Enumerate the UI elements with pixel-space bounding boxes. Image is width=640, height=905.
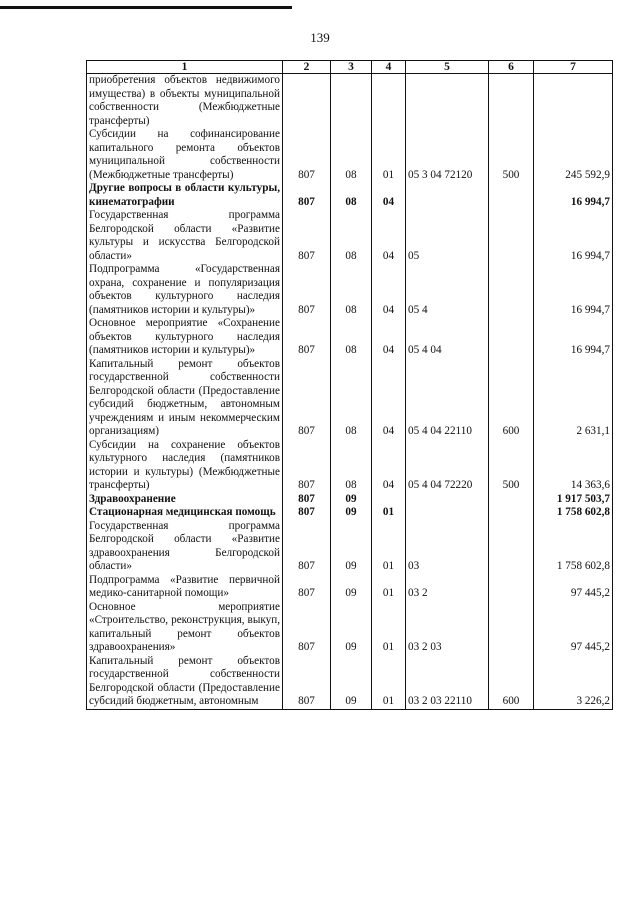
row-section-code [331,74,372,129]
row-section-code: 08 [331,209,372,263]
header-col-5: 5 [406,61,489,74]
row-amount: 1 917 503,7 [534,493,613,507]
row-section-code: 09 [331,655,372,710]
row-expense-type [489,74,534,129]
row-ved-code: 807 [283,493,331,507]
row-amount: 16 994,7 [534,209,613,263]
row-expense-type [489,209,534,263]
header-col-7: 7 [534,61,613,74]
table-row [87,655,613,710]
row-section-code: 08 [331,182,372,209]
row-amount: 1 758 602,8 [534,506,613,520]
row-expense-type: 600 [489,655,534,710]
row-ved-code: 807 [283,128,331,182]
row-amount: 16 994,7 [534,263,613,317]
table-row [87,601,613,655]
row-ved-code [283,74,331,129]
row-target-article [406,182,489,209]
table-header-row [87,61,613,74]
row-section-code: 08 [331,358,372,439]
row-section-code: 09 [331,506,372,520]
row-target-article [406,506,489,520]
row-ved-code: 807 [283,263,331,317]
row-name: Субсидии на софинансирование капитального ремонта объектов муниципальной собственности (Межбюджетные трансферты) [87,128,283,182]
table-row [87,439,613,493]
row-target-article: 05 4 04 72220 [406,439,489,493]
row-name: Государственная программа Белгородской области «Развитие здравоохранения Белгородской области» [87,520,283,574]
header-col-4: 4 [372,61,406,74]
row-target-article [406,493,489,507]
row-expense-type [489,506,534,520]
page-number: 139 [310,30,330,45]
row-subsection-code: 04 [372,263,406,317]
budget-table [86,60,613,710]
row-section-code: 09 [331,520,372,574]
row-subsection-code: 01 [372,655,406,710]
row-amount: 3 226,2 [534,655,613,710]
row-subsection-code [372,493,406,507]
table-row [87,574,613,601]
row-ved-code: 807 [283,358,331,439]
row-target-article: 03 2 [406,574,489,601]
row-name: Здравоохранение [87,493,283,507]
row-ved-code: 807 [283,655,331,710]
table-body [87,74,613,710]
row-name: приобретения объектов недвижимого имущества) в объекты муниципальной собственности (Межбюджетные трансферты) [87,74,283,129]
row-target-article: 05 4 04 22110 [406,358,489,439]
row-name: Государственная программа Белгородской области «Развитие культуры и искусства Белгородской области» [87,209,283,263]
row-subsection-code: 04 [372,209,406,263]
row-section-code: 08 [331,439,372,493]
row-section-code: 08 [331,317,372,358]
table-row [87,506,613,520]
row-section-code: 09 [331,574,372,601]
row-ved-code: 807 [283,506,331,520]
row-subsection-code: 04 [372,439,406,493]
row-ved-code: 807 [283,574,331,601]
row-name: Стационарная медицинская помощь [87,506,283,520]
top-rule [0,6,292,9]
row-expense-type [489,182,534,209]
row-target-article [406,74,489,129]
row-target-article: 03 2 03 [406,601,489,655]
row-target-article: 05 4 [406,263,489,317]
row-target-article: 05 [406,209,489,263]
row-section-code: 08 [331,263,372,317]
header-col-1: 1 [87,61,283,74]
row-amount: 97 445,2 [534,574,613,601]
row-subsection-code: 01 [372,128,406,182]
header-col-2: 2 [283,61,331,74]
row-amount: 2 631,1 [534,358,613,439]
row-ved-code: 807 [283,439,331,493]
row-ved-code: 807 [283,209,331,263]
row-subsection-code: 01 [372,506,406,520]
table-row [87,209,613,263]
row-name: Капитальный ремонт объектов государственной собственности Белгородской области (Предоставление субсидий бюджетным, автономным учреждениям и иным некоммерческим организациям) [87,358,283,439]
row-subsection-code: 04 [372,317,406,358]
row-name: Другие вопросы в области культуры, кинематографии [87,182,283,209]
row-amount: 16 994,7 [534,317,613,358]
row-amount: 16 994,7 [534,182,613,209]
row-section-code: 09 [331,601,372,655]
row-subsection-code [372,74,406,129]
row-name: Капитальный ремонт объектов государственной собственности Белгородской области (Предоставление субсидий бюджетным, автономным [87,655,283,710]
row-ved-code: 807 [283,520,331,574]
row-subsection-code: 01 [372,574,406,601]
row-expense-type [489,574,534,601]
row-target-article: 05 3 04 72120 [406,128,489,182]
row-expense-type [489,263,534,317]
row-section-code: 09 [331,493,372,507]
table-row [87,358,613,439]
table-row [87,520,613,574]
row-expense-type [489,601,534,655]
row-name: Подпрограмма «Развитие первичной медико-санитарной помощи» [87,574,283,601]
row-expense-type [489,317,534,358]
row-name: Подпрограмма «Государственная охрана, сохранение и популяризация объектов культурного наследия (памятников истории и культуры)» [87,263,283,317]
row-ved-code: 807 [283,601,331,655]
row-target-article: 03 2 03 22110 [406,655,489,710]
row-subsection-code: 01 [372,520,406,574]
row-name: Основное мероприятие «Сохранение объектов культурного наследия (памятников истории и культуры)» [87,317,283,358]
row-subsection-code: 04 [372,358,406,439]
table-row [87,128,613,182]
header-col-3: 3 [331,61,372,74]
row-target-article: 03 [406,520,489,574]
table-row [87,317,613,358]
row-expense-type [489,493,534,507]
row-expense-type: 600 [489,358,534,439]
row-amount: 1 758 602,8 [534,520,613,574]
row-name: Основное мероприятие «Строительство, реконструкция, выкуп, капитальный ремонт объектов здравоохранения» [87,601,283,655]
row-ved-code: 807 [283,317,331,358]
row-expense-type [489,520,534,574]
row-section-code: 08 [331,128,372,182]
row-amount: 14 363,6 [534,439,613,493]
table-row [87,182,613,209]
row-expense-type: 500 [489,128,534,182]
table-row [87,263,613,317]
row-subsection-code: 01 [372,601,406,655]
row-amount: 245 592,9 [534,128,613,182]
row-name: Субсидии на сохранение объектов культурного наследия (памятников истории и культуры) (Межбюджетные трансферты) [87,439,283,493]
table-row [87,74,613,129]
row-target-article: 05 4 04 [406,317,489,358]
row-amount: 97 445,2 [534,601,613,655]
header-col-6: 6 [489,61,534,74]
row-expense-type: 500 [489,439,534,493]
row-ved-code: 807 [283,182,331,209]
table-row [87,493,613,507]
row-subsection-code: 04 [372,182,406,209]
row-amount [534,74,613,129]
